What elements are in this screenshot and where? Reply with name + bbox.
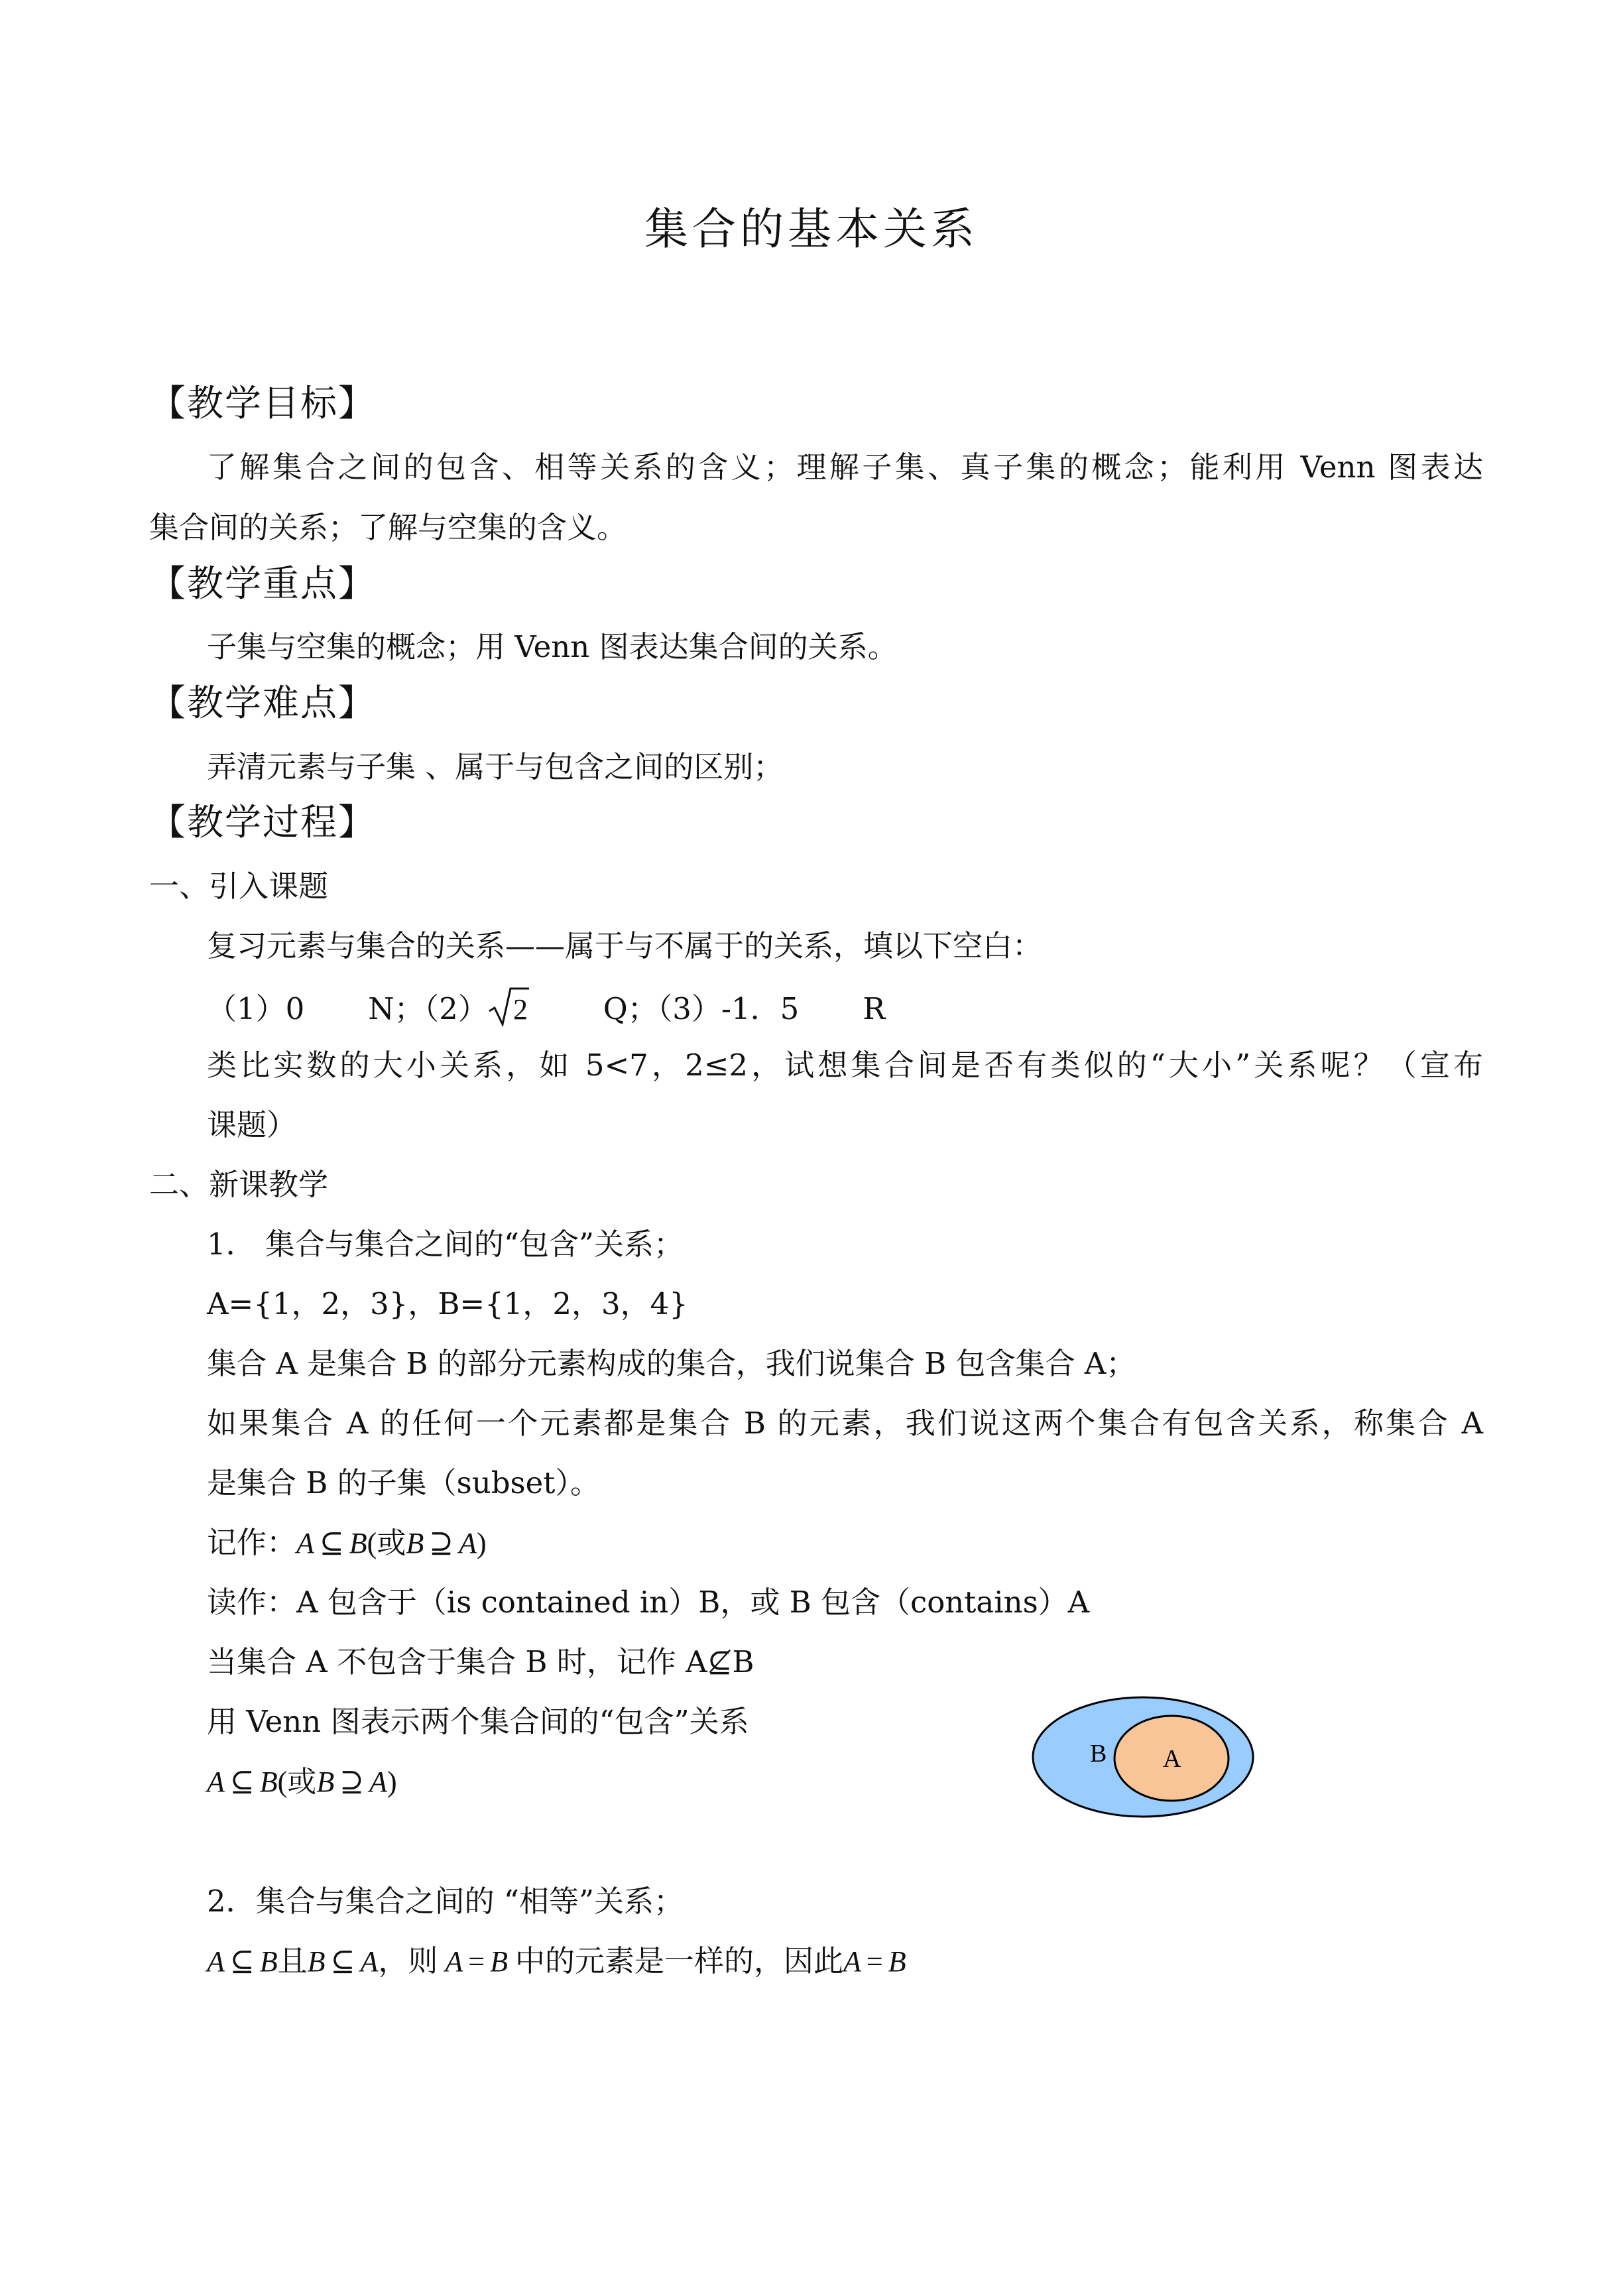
blank-2-set: Q； bbox=[603, 991, 658, 1026]
blanks-line bbox=[207, 986, 885, 1037]
venn-formula: A ⊆ B(或B ⊇ A) bbox=[207, 1766, 397, 1798]
venn-diagram bbox=[1030, 1694, 1256, 1820]
venn-label-a: A bbox=[1163, 1745, 1181, 1773]
analogy-line-2: 课题） bbox=[207, 1107, 297, 1142]
equality-formula: A ⊆ B且B ⊆ A bbox=[207, 1943, 379, 1978]
review-text: 复习元素与集合的关系——属于与不属于的关系，填以下空白： bbox=[207, 928, 1043, 963]
subset-definition-line-2: 是集合 B 的子集（subset）。 bbox=[207, 1465, 600, 1500]
analogy-line-1: 类比实数的大小关系，如 5<7，2≤2，试想集合间是否有类似的“大小”关系呢？（宣布 bbox=[207, 1048, 1483, 1083]
subset-definition-line-1: 如果集合 A 的任何一个元素都是集合 B 的元素，我们说这两个集合有包含关系，称集合 A bbox=[207, 1406, 1483, 1441]
sqrt-symbol bbox=[488, 986, 530, 1037]
page-title: 集合的基本关系 bbox=[644, 204, 979, 255]
blank-1-set: N； bbox=[368, 991, 424, 1026]
notation-line bbox=[207, 1523, 487, 1563]
reading-line: 读作：A 包含于（is contained in）B，或 B 包含（contains）A bbox=[207, 1585, 1090, 1620]
part2-heading: 二、新课教学 bbox=[149, 1167, 329, 1202]
statement-contains: 集合 A 是集合 B 的部分元素构成的集合，我们说集合 B 包含集合 A； bbox=[207, 1346, 1136, 1381]
section-heading-difficulties: 【教学难点】 bbox=[149, 682, 377, 724]
section-heading-process: 【教学过程】 bbox=[149, 801, 377, 843]
venn-label-b: B bbox=[1090, 1740, 1107, 1768]
venn-caption: 用 Venn 图表示两个集合间的“包含”关系 bbox=[207, 1704, 749, 1739]
sqrt-radicand: 2 bbox=[512, 993, 528, 1026]
goals-text-line-2: 集合间的关系；了解与空集的含义。 bbox=[149, 510, 627, 545]
venn-formula-line bbox=[207, 1762, 397, 1802]
blank-3-label: （3）-1．5 bbox=[657, 991, 800, 1026]
equality-line: A ⊆ B且B ⊆ A，则 A = B 中的元素是一样的，因此A = B bbox=[207, 1943, 906, 1978]
section-heading-goals: 【教学目标】 bbox=[149, 382, 377, 424]
not-subset-symbol: ⊈ bbox=[707, 1644, 733, 1679]
blank-3-set: R bbox=[863, 991, 886, 1026]
notation-label: 记作： bbox=[207, 1525, 297, 1560]
not-contained-line: 当集合 A 不包含于集合 B 时，记作 A⊈B bbox=[207, 1644, 754, 1679]
blank-2-label: （2） bbox=[424, 991, 488, 1026]
sets-example: A={1，2，3}，B={1，2，3，4} bbox=[207, 1286, 688, 1321]
key-points-text: 子集与空集的概念；用 Venn 图表达集合间的关系。 bbox=[207, 629, 898, 664]
notation-formula: A ⊆ B(或B ⊇ A) bbox=[296, 1527, 487, 1559]
item1-title: 1． 集合与集合之间的“包含”关系； bbox=[207, 1227, 684, 1262]
section-heading-key-points: 【教学重点】 bbox=[149, 562, 377, 605]
difficulties-text: 弄清元素与子集 、属于与包含之间的区别； bbox=[207, 749, 784, 784]
part1-heading: 一、引入课题 bbox=[149, 869, 329, 904]
blank-1-label: （1）0 bbox=[207, 991, 305, 1026]
item2-title: 2．集合与集合之间的 “相等”关系； bbox=[207, 1884, 684, 1919]
goals-text-line-1: 了解集合之间的包含、相等关系的含义；理解子集、真子集的概念；能利用 Venn 图表达 bbox=[207, 450, 1483, 485]
